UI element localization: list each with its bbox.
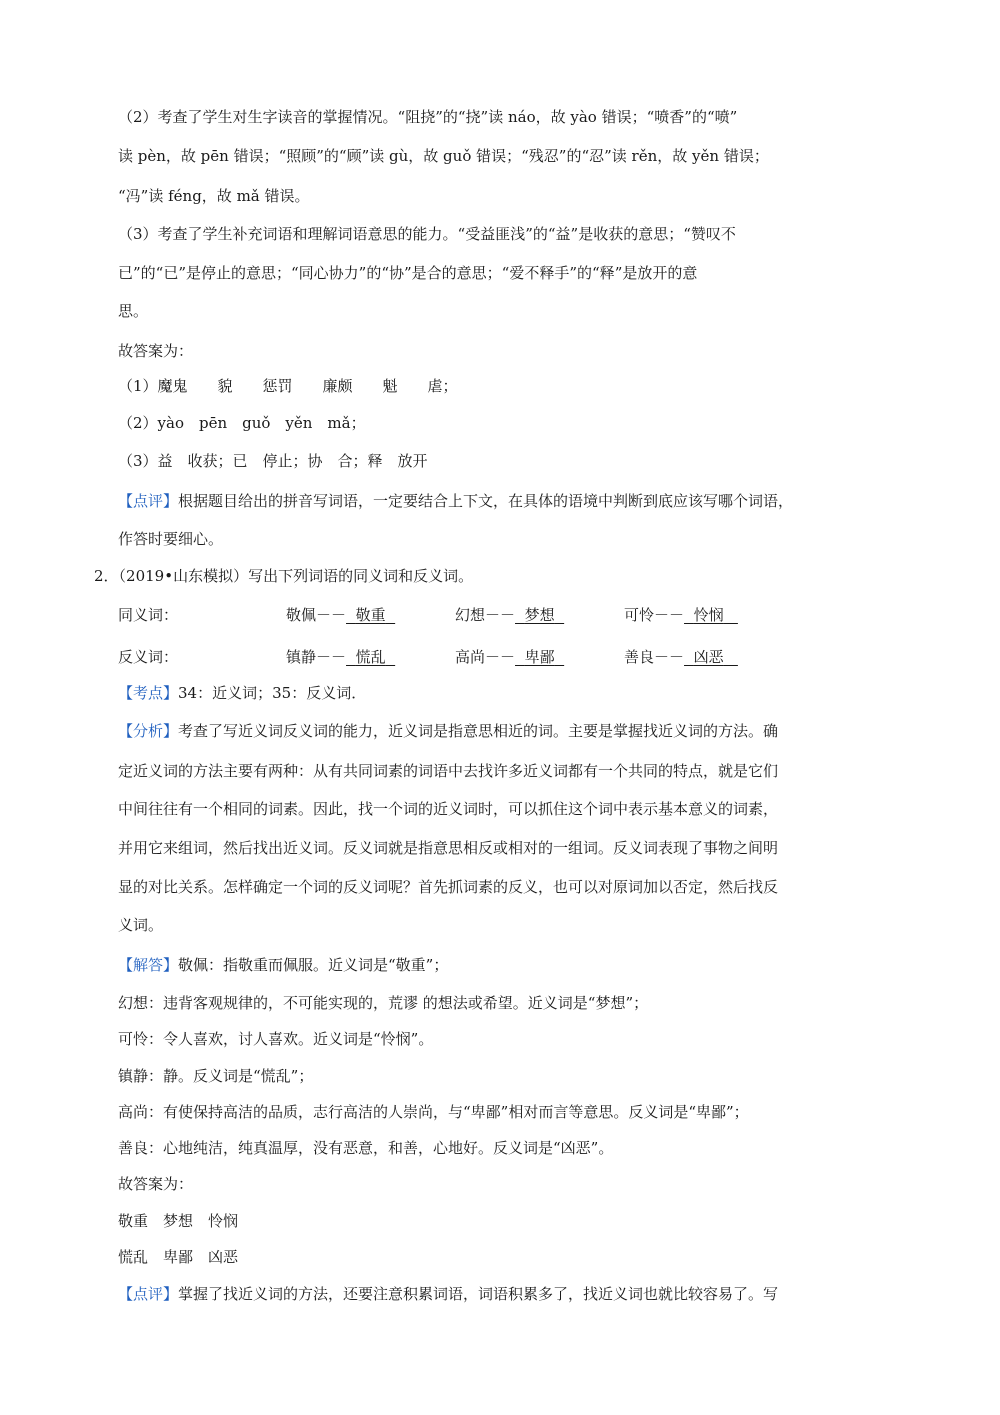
analysis-line-2: 定近义词的方法主要有两种：从有共同词素的词语中去找许多近义词都有一个共同的特点，就是它们 bbox=[118, 762, 779, 780]
analysis-line-3: 中间往往有一个相同的词素。因此，找一个词的近义词时，可以抓住这个词中表示基本意义的词素， bbox=[118, 800, 779, 818]
answer-blank bbox=[684, 648, 738, 666]
antonym-item-3 bbox=[624, 646, 738, 667]
solution-line-2: 幻想：违背客观规律的，不可能实现的，荒谬 的想法或希望。近义词是“梦想”； bbox=[118, 994, 649, 1012]
answer-text: 慌乱 bbox=[355, 648, 386, 666]
answer-3: （3）益 收获；已 停止；协 合；释 放开 bbox=[118, 452, 428, 470]
answer-1: （1）魔鬼 貌 惩罚 廉颇 魁 虐； bbox=[118, 377, 458, 395]
word: 幻想 bbox=[455, 606, 486, 624]
analysis-line-6: 义词。 bbox=[118, 916, 164, 934]
answer-text: 敬重 bbox=[355, 606, 386, 624]
analysis-line-1 bbox=[118, 720, 778, 741]
p2-line-1: （2）考查了学生对生字读音的掌握情况。“阻挠”的“挠”读 náo，故 yào 错误；“喷香”的“喷” bbox=[118, 108, 738, 126]
p3-line-3: 思。 bbox=[118, 302, 149, 320]
solution-line-1 bbox=[118, 954, 448, 975]
antonym-label: 反义词： bbox=[118, 648, 179, 666]
p3-line-1: （3）考查了学生补充词语和理解词语意思的能力。“受益匪浅”的“益”是收获的意思；“赞叹不 bbox=[118, 225, 736, 243]
answer-text: 梦想 bbox=[524, 606, 555, 624]
antonym-item-1 bbox=[286, 646, 395, 667]
solution-line-6: 善良：心地纯洁，纯真温厚，没有恶意，和善，心地好。反义词是“凶恶”。 bbox=[118, 1139, 614, 1157]
solution-line-3: 可怜：令人喜欢，讨人喜欢。近义词是“怜悯”。 bbox=[118, 1030, 434, 1048]
comment-text: 掌握了找近义词的方法，还要注意积累词语，词语积累多了，找近义词也就比较容易了。写 bbox=[178, 1285, 779, 1303]
answer-label-1: 故答案为： bbox=[118, 342, 194, 360]
analysis-line-5: 显的对比关系。怎样确定一个词的反义词呢？首先抓词素的反义，也可以对原词加以否定，然后找反 bbox=[118, 878, 779, 896]
answer-blank bbox=[515, 606, 564, 624]
dash: －－ bbox=[654, 648, 685, 666]
comment-tag: 【点评】 bbox=[118, 492, 179, 510]
dash: －－ bbox=[316, 648, 347, 666]
answer-text: 卑鄙 bbox=[524, 648, 555, 666]
answer-row-2: 慌乱 卑鄙 凶恶 bbox=[118, 1248, 239, 1266]
kaodian-line bbox=[118, 682, 366, 703]
p2-line-3: “冯”读 féng，故 mǎ 错误。 bbox=[118, 187, 310, 205]
comment-tag: 【点评】 bbox=[118, 1285, 179, 1303]
word: 善良 bbox=[624, 648, 655, 666]
word: 可怜 bbox=[624, 606, 655, 624]
analysis-line-4: 并用它来组词，然后找出近义词。反义词就是指意思相反或相对的一组词。反义词表现了事物之间明 bbox=[118, 839, 779, 857]
p3-line-2: 已”的“已”是停止的意思；“同心协力”的“协”是合的意思；“爱不释手”的“释”是放开的意 bbox=[118, 264, 698, 282]
solution-line-5: 高尚：有使保持高洁的品质，志行高洁的人崇尚，与“卑鄙”相对而言等意思。反义词是“卑鄙”； bbox=[118, 1103, 749, 1121]
synonym-label: 同义词： bbox=[118, 606, 179, 624]
dash: －－ bbox=[654, 606, 685, 624]
question-2-title: 2．（2019•山东模拟）写出下列词语的同义词和反义词。 bbox=[94, 567, 474, 585]
p2-line-2: 读 pèn，故 pēn 错误；“照顾”的“顾”读 gù，故 guǒ 错误；“残忍”的“忍”读 rěn，故 yěn 错误； bbox=[118, 147, 769, 165]
synonym-item-1 bbox=[286, 604, 395, 625]
kaodian-tag: 【考点】 bbox=[118, 684, 179, 702]
solution-tag: 【解答】 bbox=[118, 956, 179, 974]
answer-blank bbox=[346, 648, 395, 666]
comment-1-line-1 bbox=[118, 490, 793, 511]
dash: －－ bbox=[316, 606, 347, 624]
answer-row-1: 敬重 梦想 怜悯 bbox=[118, 1212, 239, 1230]
answer-blank bbox=[515, 648, 564, 666]
kaodian-text: 34：近义词；35：反义词． bbox=[178, 684, 367, 702]
analysis-text: 考查了写近义词反义词的能力，近义词是指意思相近的词。主要是掌握找近义词的方法。确 bbox=[178, 722, 779, 740]
comment-text: 根据题目给出的拼音写词语，一定要结合上下文，在具体的语境中判断到底应该写哪个词语， bbox=[178, 492, 794, 510]
answer-label-2: 故答案为： bbox=[118, 1175, 194, 1193]
dash: －－ bbox=[485, 648, 516, 666]
dash: －－ bbox=[485, 606, 516, 624]
antonym-item-2 bbox=[455, 646, 564, 667]
synonym-item-2 bbox=[455, 604, 564, 625]
answer-2: （2）yào pēn guǒ yěn mǎ； bbox=[118, 414, 366, 432]
comment-1-line-2: 作答时要细心。 bbox=[118, 530, 224, 548]
answer-blank bbox=[346, 606, 395, 624]
analysis-tag: 【分析】 bbox=[118, 722, 179, 740]
comment-2-line bbox=[118, 1283, 778, 1304]
answer-blank bbox=[684, 606, 738, 624]
solution-line-4: 镇静：静。反义词是“慌乱”； bbox=[118, 1067, 314, 1085]
solution-text: 敬佩：指敬重而佩服。近义词是“敬重”； bbox=[178, 956, 449, 974]
answer-text: 凶恶 bbox=[693, 648, 724, 666]
answer-text: 怜悯 bbox=[693, 606, 724, 624]
word: 敬佩 bbox=[286, 606, 317, 624]
word: 镇静 bbox=[286, 648, 317, 666]
word: 高尚 bbox=[455, 648, 486, 666]
synonym-item-3 bbox=[624, 604, 738, 625]
